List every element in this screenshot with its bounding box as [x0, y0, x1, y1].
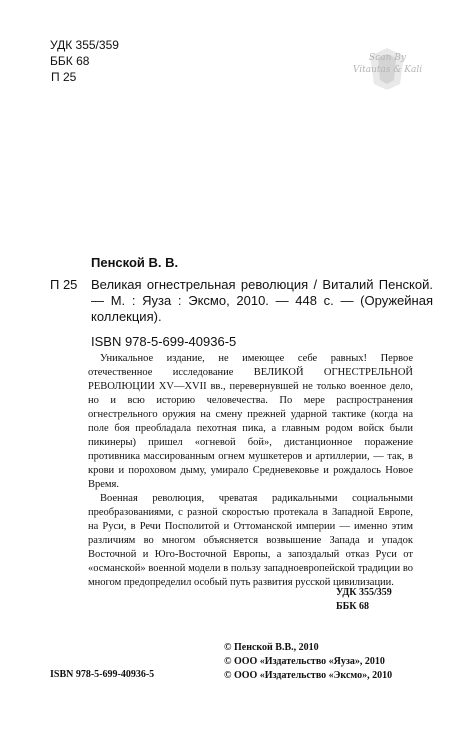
card-description: Великая огнестрельная революция / Виталий Пенской. — М. : Яуза : Эксмо, 2010. — 448 с. — (Оружейная коллекция).	[91, 277, 433, 324]
card-isbn: ISBN 978-5-699-40936-5	[91, 334, 237, 349]
bottom-classification-codes	[336, 586, 392, 614]
udk-code: УДК 355/359	[50, 38, 119, 52]
annotation-paragraph-1: Уникальное издание, не имеющее себе равных! Первое отечественное исследование ВЕЛИКОЙ ОГНЕСТРЕЛЬНОЙ РЕВОЛЮЦИИ XV—XVII вв., перевернувшей не только военное дело, но и всю историю человечества. По мере распространения огнестрельного оружия на смену прежней ударной тактике (когда на поле боя преобладала пехотная пика, а главным родом войск были пикинеры) пришел «огневой бой», дистанционное поражение противника массированным огнем мушкетеров и артиллерии, — так, в крови и пороховом дыму, умирало Средневековье и рождалось Новое Время.	[88, 353, 413, 490]
annotation	[88, 352, 413, 590]
bottom-isbn: ISBN 978-5-699-40936-5	[50, 669, 155, 680]
annotation-paragraph-2: Военная революция, чреватая радикальными социальными преобразованиями, с разной скоростью протекала в Западной Европе, на Руси, в Речи Посполитой и Оттоманской империи — именно этим различиям во многом объясняется возвышение Запада и упадок Восточной и Юго-Восточной Европы, а запоздалый отказ Руси от «османской» военной модели в пользу западноевропейской традиции во многом предопределил особый путь развития русской цивилизации.	[88, 493, 413, 588]
card-code: П 25	[50, 277, 78, 292]
classification-codes	[50, 37, 119, 85]
copyright-line: © ООО «Издательство «Эксмо», 2010	[224, 670, 393, 681]
bottom-udk: УДК 355/359	[336, 587, 392, 598]
copyright-line: © Пенской В.В., 2010	[224, 642, 319, 653]
scan-seal-logo	[340, 44, 435, 94]
seal-text: Scan By Vitautas & Kali	[352, 53, 423, 75]
card-author: Пенской В. В.	[91, 255, 179, 270]
copyright-line: © ООО «Издательство «Яуза», 2010	[224, 656, 385, 667]
author-code: П 25	[51, 70, 77, 84]
bbk-code: ББК 68	[50, 54, 90, 68]
copyright-block	[224, 641, 392, 683]
bottom-bbk: ББК 68	[336, 601, 369, 612]
